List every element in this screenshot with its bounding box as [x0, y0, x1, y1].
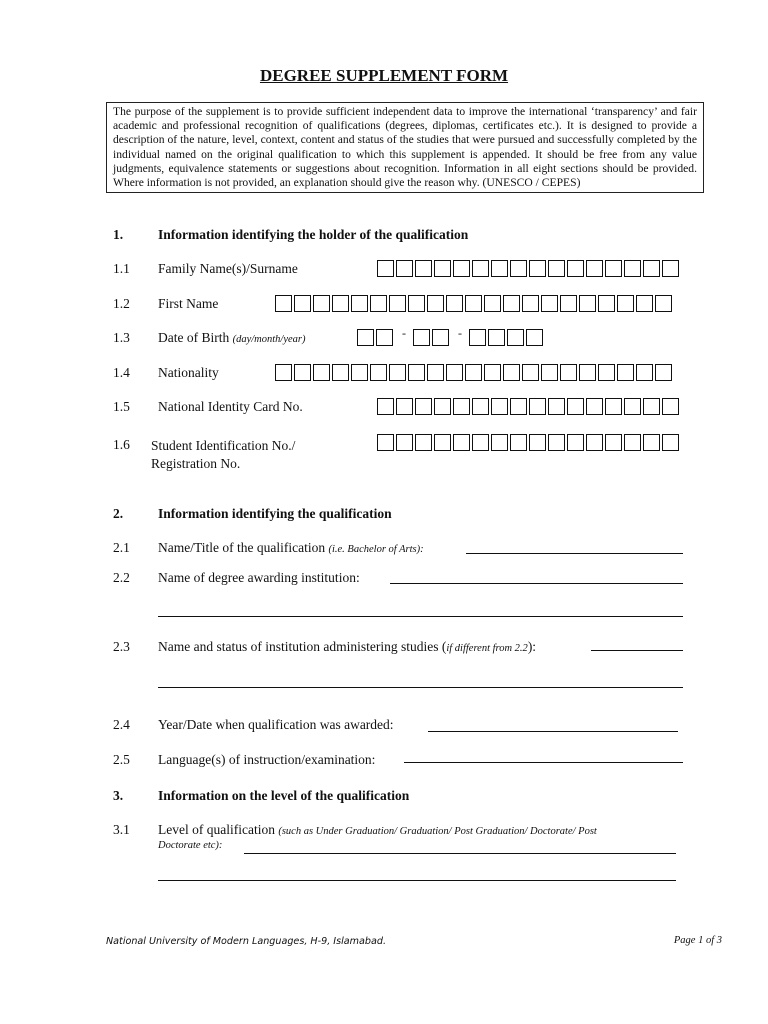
char-box[interactable] [434, 434, 451, 451]
qualification-title-text: Name/Title of the qualification [158, 540, 326, 555]
char-box[interactable] [415, 260, 432, 277]
char-box[interactable] [598, 295, 615, 312]
char-box[interactable] [567, 260, 584, 277]
char-box[interactable] [491, 398, 508, 415]
char-box[interactable] [503, 364, 520, 381]
char-box[interactable] [389, 364, 406, 381]
char-box[interactable] [598, 364, 615, 381]
qualification-title-input[interactable] [466, 553, 683, 554]
char-box[interactable] [313, 364, 330, 381]
char-box[interactable] [503, 295, 520, 312]
item-1-6-number: 1.6 [113, 437, 130, 452]
char-box[interactable] [377, 434, 394, 451]
char-box[interactable] [396, 260, 413, 277]
student-id-label [151, 437, 295, 473]
char-box[interactable] [636, 364, 653, 381]
section3-title: Information on the level of the qualification [158, 788, 410, 803]
char-box[interactable] [662, 434, 679, 451]
char-box[interactable] [624, 260, 641, 277]
level-qualification-hint-line2: Doctorate etc): [158, 840, 223, 851]
char-box[interactable] [313, 295, 330, 312]
qualification-title-hint: (i.e. Bachelor of Arts): [328, 544, 424, 555]
administering-institution-hint: if different from 2.2 [446, 643, 528, 654]
char-box[interactable] [617, 295, 634, 312]
level-qualification-text: Level of qualification [158, 822, 275, 837]
char-box[interactable] [357, 329, 374, 346]
char-box[interactable] [472, 260, 489, 277]
char-box[interactable] [389, 295, 406, 312]
char-box[interactable] [605, 434, 622, 451]
item-2-1-number: 2.1 [113, 540, 130, 555]
nationality-label: Nationality [158, 365, 219, 380]
char-box[interactable] [446, 364, 463, 381]
char-box[interactable] [605, 260, 622, 277]
char-box[interactable] [453, 260, 470, 277]
first-name-boxes[interactable] [275, 295, 674, 312]
item-3-1-number: 3.1 [113, 822, 130, 837]
student-id-boxes[interactable] [377, 434, 681, 451]
item-1-3-number: 1.3 [113, 330, 130, 345]
date-of-birth-fields[interactable] [357, 326, 545, 346]
char-box[interactable] [427, 295, 444, 312]
item-2-5-number: 2.5 [113, 752, 130, 767]
char-box[interactable] [655, 364, 672, 381]
char-box[interactable] [662, 398, 679, 415]
char-box[interactable] [510, 434, 527, 451]
char-box[interactable] [522, 364, 539, 381]
char-box[interactable] [541, 295, 558, 312]
date-of-birth-text: Date of Birth [158, 330, 230, 345]
char-box[interactable] [294, 364, 311, 381]
char-box[interactable] [488, 329, 505, 346]
char-box[interactable] [275, 364, 292, 381]
char-box[interactable] [453, 398, 470, 415]
char-box[interactable] [472, 398, 489, 415]
section2-title: Information identifying the qualification [158, 506, 392, 521]
char-box[interactable] [491, 434, 508, 451]
char-box[interactable] [434, 260, 451, 277]
student-id-label-line1: Student Identification No./ [151, 438, 296, 453]
item-1-4-number: 1.4 [113, 365, 130, 380]
char-box[interactable] [294, 295, 311, 312]
char-box[interactable] [351, 364, 368, 381]
section1-title: Information identifying the holder of the qualification [158, 227, 469, 242]
char-box[interactable] [415, 398, 432, 415]
char-box[interactable] [484, 295, 501, 312]
section3-number: 3. [113, 788, 124, 803]
level-qualification-input-line2[interactable] [158, 880, 676, 881]
char-box[interactable] [636, 295, 653, 312]
item-1-2-number: 1.2 [113, 296, 130, 311]
char-box[interactable] [510, 398, 527, 415]
char-box[interactable] [579, 364, 596, 381]
char-box[interactable] [617, 364, 634, 381]
char-box[interactable] [541, 364, 558, 381]
char-box[interactable] [332, 295, 349, 312]
family-name-boxes[interactable] [377, 260, 681, 277]
administering-institution-suffix: ): [527, 639, 537, 654]
form-title: DEGREE SUPPLEMENT FORM [259, 66, 509, 85]
char-box[interactable] [434, 398, 451, 415]
family-name-label: Family Name(s)/Surname [158, 261, 298, 276]
char-box[interactable] [396, 398, 413, 415]
level-qualification-label [158, 822, 683, 838]
administering-institution-text: Name and status of institution administering studies ( [158, 639, 447, 654]
char-box[interactable] [370, 295, 387, 312]
char-box[interactable] [548, 260, 565, 277]
language-instruction-label: Language(s) of instruction/examination: [158, 752, 376, 767]
char-box[interactable] [432, 329, 449, 346]
nationality-boxes[interactable] [275, 364, 674, 381]
item-2-2-number: 2.2 [113, 570, 130, 585]
awarding-institution-label: Name of degree awarding institution: [158, 570, 360, 585]
administering-institution-input-line2[interactable] [158, 687, 683, 688]
char-box[interactable] [427, 364, 444, 381]
dob-separator-1: - [402, 326, 406, 340]
char-box[interactable] [472, 434, 489, 451]
char-box[interactable] [662, 260, 679, 277]
char-box[interactable] [567, 398, 584, 415]
qualification-title-label [158, 540, 424, 556]
national-id-boxes[interactable] [377, 398, 681, 415]
awarding-institution-input[interactable] [390, 583, 683, 584]
char-box[interactable] [465, 295, 482, 312]
footer-institution: National University of Modern Languages, H-9, Islamabad. [106, 936, 387, 947]
level-qualification-input[interactable] [244, 853, 676, 854]
char-box[interactable] [624, 434, 641, 451]
date-of-birth-label [158, 330, 306, 346]
char-box[interactable] [605, 398, 622, 415]
char-box[interactable] [643, 434, 660, 451]
char-box[interactable] [529, 260, 546, 277]
char-box[interactable] [408, 364, 425, 381]
char-box[interactable] [548, 434, 565, 451]
char-box[interactable] [351, 295, 368, 312]
item-1-1-number: 1.1 [113, 261, 130, 276]
char-box[interactable] [586, 398, 603, 415]
char-box[interactable] [643, 398, 660, 415]
section2-number: 2. [113, 506, 124, 521]
char-box[interactable] [529, 398, 546, 415]
item-1-5-number: 1.5 [113, 399, 130, 414]
first-name-label: First Name [158, 296, 219, 311]
char-box[interactable] [396, 434, 413, 451]
student-id-label-line2: Registration No. [151, 456, 241, 471]
char-box[interactable] [370, 364, 387, 381]
dob-day-boxes[interactable] [357, 329, 395, 346]
char-box[interactable] [484, 364, 501, 381]
char-box[interactable] [522, 295, 539, 312]
language-instruction-input[interactable] [404, 762, 683, 763]
char-box[interactable] [469, 329, 486, 346]
char-box[interactable] [560, 364, 577, 381]
char-box[interactable] [624, 398, 641, 415]
dob-year-boxes[interactable] [469, 329, 545, 346]
char-box[interactable] [465, 364, 482, 381]
national-id-label: National Identity Card No. [158, 399, 303, 414]
date-of-birth-hint: (day/month/year) [232, 334, 306, 345]
level-qualification-hint: (such as Under Graduation/ Graduation/ Post Graduation/ Doctorate/ Post [278, 826, 597, 837]
footer-page-number: Page 1 of 3 [673, 935, 722, 946]
char-box[interactable] [586, 260, 603, 277]
char-box[interactable] [415, 434, 432, 451]
year-awarded-label: Year/Date when qualification was awarded: [158, 717, 394, 732]
char-box[interactable] [529, 434, 546, 451]
char-box[interactable] [491, 260, 508, 277]
administering-institution-input[interactable] [591, 650, 683, 651]
char-box[interactable] [376, 329, 393, 346]
char-box[interactable] [377, 260, 394, 277]
char-box[interactable] [275, 295, 292, 312]
char-box[interactable] [408, 295, 425, 312]
char-box[interactable] [567, 434, 584, 451]
char-box[interactable] [526, 329, 543, 346]
administering-institution-label [158, 639, 536, 655]
char-box[interactable] [643, 260, 660, 277]
char-box[interactable] [548, 398, 565, 415]
awarding-institution-input-line2[interactable] [158, 616, 683, 617]
char-box[interactable] [507, 329, 524, 346]
year-awarded-input[interactable] [428, 731, 678, 732]
item-2-3-number: 2.3 [113, 639, 130, 654]
dob-month-boxes[interactable] [413, 329, 451, 346]
char-box[interactable] [586, 434, 603, 451]
dob-separator-2: - [458, 326, 462, 340]
section1-number: 1. [113, 227, 124, 242]
char-box[interactable] [579, 295, 596, 312]
purpose-box: The purpose of the supplement is to provide sufficient independent data to improve the international ‘transparency’ and fair academic and professional recognition of qualifications (degrees, diplomas, certificates etc.). It is designed to provide a description of the nature, level, context, content and status of the studies that were pursued and successfully completed by the individual named on the original qualification to which this supplement is appended. It should be free from any value judgments, equivalence statements or suggestions about recognition. Information in all eight sections should be provided. Where information is not provided, an explanation should give the reason why. (UNESCO / CEPES) [106, 102, 704, 193]
char-box[interactable] [510, 260, 527, 277]
char-box[interactable] [377, 398, 394, 415]
char-box[interactable] [413, 329, 430, 346]
char-box[interactable] [446, 295, 463, 312]
char-box[interactable] [655, 295, 672, 312]
item-2-4-number: 2.4 [113, 717, 130, 732]
char-box[interactable] [332, 364, 349, 381]
char-box[interactable] [453, 434, 470, 451]
char-box[interactable] [560, 295, 577, 312]
